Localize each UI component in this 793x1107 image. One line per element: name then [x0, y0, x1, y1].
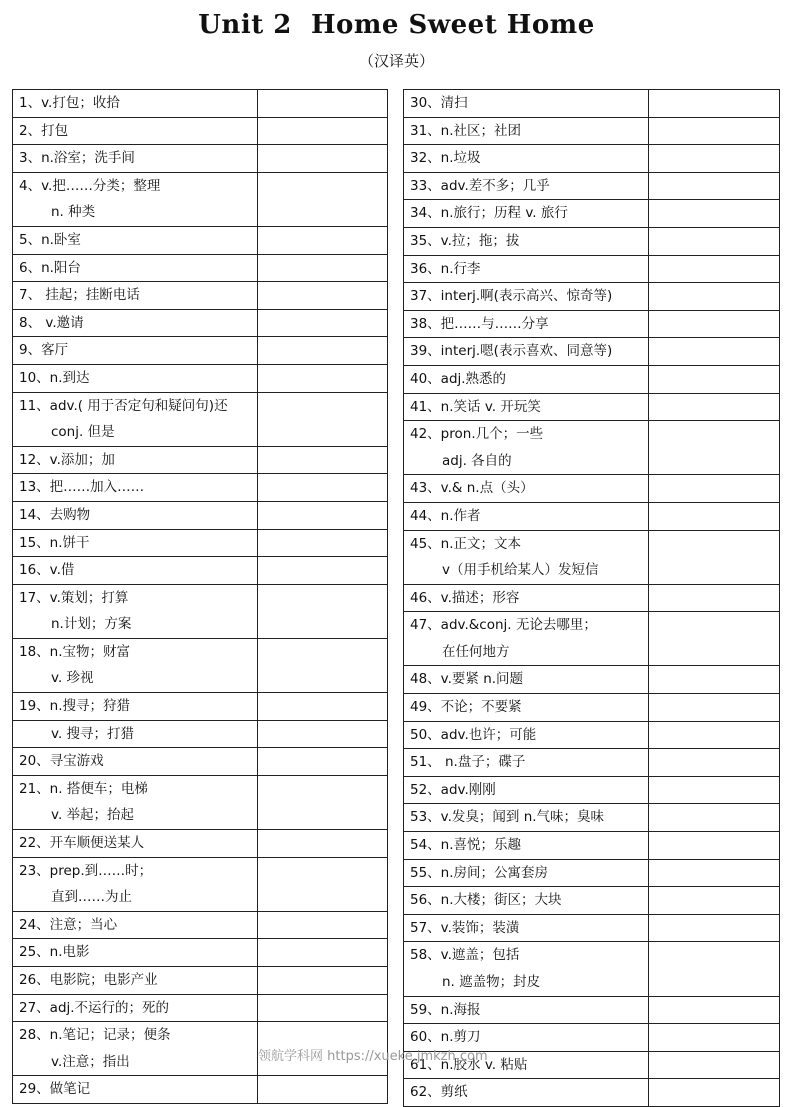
chinese-prompt-cell: [404, 393, 649, 421]
chinese-prompt-cell: [404, 749, 649, 777]
prompt-text: 2、打包: [19, 122, 69, 139]
vocab-table-right: [403, 89, 780, 1107]
prompt-text: 58、v.遮盖；包括: [410, 947, 520, 964]
prompt-text: 42、pron.几个；一些: [410, 426, 544, 443]
prompt-text: 18、n.宝物；财富: [19, 643, 131, 660]
chinese-prompt-cell: [404, 694, 649, 722]
vocab-row: [404, 117, 780, 145]
vocab-row: [13, 117, 388, 145]
answer-cell[interactable]: [258, 145, 388, 173]
answer-cell[interactable]: [649, 584, 780, 612]
answer-cell[interactable]: [258, 501, 388, 529]
chinese-prompt-cell: [404, 832, 649, 860]
vocab-row: [404, 584, 780, 612]
prompt-text: v. 举起；抬起: [51, 807, 135, 824]
vocab-row: [404, 942, 780, 996]
answer-cell[interactable]: [649, 666, 780, 694]
answer-cell[interactable]: [649, 804, 780, 832]
chinese-prompt-cell: [404, 612, 649, 666]
vocab-row: [13, 226, 388, 254]
prompt-text: 35、v.拉；拖；拔: [410, 232, 520, 249]
answer-cell[interactable]: [258, 474, 388, 502]
vocab-row: [13, 309, 388, 337]
answer-cell[interactable]: [649, 612, 780, 666]
prompt-text: 57、v.装饰；装潢: [410, 919, 520, 936]
chinese-prompt-cell: [13, 337, 258, 365]
chinese-prompt-cell: [13, 939, 258, 967]
answer-cell[interactable]: [258, 748, 388, 776]
chinese-prompt-cell: [404, 117, 649, 145]
answer-cell[interactable]: [258, 117, 388, 145]
chinese-prompt-cell: [13, 446, 258, 474]
prompt-text: 62、剪纸: [410, 1084, 468, 1101]
prompt-text: 14、去购物: [19, 506, 91, 523]
vocab-row: [13, 775, 388, 829]
prompt-text: 32、n.垃圾: [410, 150, 481, 167]
prompt-text: 25、n.电影: [19, 944, 90, 961]
vocab-row: [13, 501, 388, 529]
prompt-text: 55、n.房间；公寓套房: [410, 864, 549, 881]
vocab-row: [13, 638, 388, 692]
answer-cell[interactable]: [649, 227, 780, 255]
chinese-prompt-cell: [13, 309, 258, 337]
vocab-row: [404, 475, 780, 503]
prompt-text: adj. 各自的: [442, 452, 512, 469]
answer-cell[interactable]: [258, 282, 388, 310]
chinese-prompt-cell: [13, 557, 258, 585]
vocab-row: [404, 832, 780, 860]
answer-cell[interactable]: [258, 720, 388, 748]
chinese-prompt-cell: [404, 530, 649, 584]
vocab-row: [13, 720, 388, 748]
prompt-text: 1、v.打包；收拾: [19, 95, 120, 111]
prompt-text: 29、做笔记: [19, 1081, 91, 1098]
prompt-text: 47、adv.&conj. 无论去哪里；: [410, 617, 597, 634]
answer-cell[interactable]: [649, 338, 780, 366]
prompt-text: 23、prep.到……时；: [19, 862, 153, 879]
prompt-text: 24、注意；当心: [19, 916, 118, 933]
answer-cell[interactable]: [649, 283, 780, 311]
chinese-prompt-cell: [13, 748, 258, 776]
chinese-prompt-cell: [404, 90, 649, 118]
vocab-row: [404, 145, 780, 173]
chinese-prompt-cell: [13, 1076, 258, 1104]
prompt-text: 31、n.社区；社团: [410, 122, 522, 139]
chinese-prompt-cell: [404, 475, 649, 503]
chinese-prompt-cell: [13, 967, 258, 995]
prompt-text: 在任何地方: [442, 643, 510, 660]
vocab-row: [13, 392, 388, 446]
answer-cell[interactable]: [649, 365, 780, 393]
chinese-prompt-cell: [13, 994, 258, 1022]
answer-cell[interactable]: [258, 337, 388, 365]
chinese-prompt-cell: [13, 857, 258, 911]
answer-cell[interactable]: [258, 364, 388, 392]
vocab-row: [404, 200, 780, 228]
prompt-text: 36、n.行李: [410, 260, 481, 277]
vocab-row: [13, 994, 388, 1022]
answer-cell[interactable]: [258, 172, 388, 226]
answer-cell[interactable]: [649, 832, 780, 860]
vocab-row: [404, 283, 780, 311]
chinese-prompt-cell: [13, 254, 258, 282]
vocab-row: [404, 694, 780, 722]
vocab-row: [13, 693, 388, 721]
prompt-text: 15、n.饼干: [19, 534, 90, 551]
chinese-prompt-cell: [13, 720, 258, 748]
chinese-prompt-cell: [13, 226, 258, 254]
prompt-text: 39、interj.嗯(表示喜欢、同意等): [410, 343, 613, 360]
vocab-row: [404, 393, 780, 421]
answer-cell[interactable]: [258, 911, 388, 939]
answer-cell[interactable]: [258, 529, 388, 557]
prompt-text: 9、客厅: [19, 342, 69, 359]
chinese-prompt-cell: [404, 776, 649, 804]
vocab-row: [13, 529, 388, 557]
prompt-text: 48、v.要紧 n.问题: [410, 671, 524, 688]
prompt-text: 17、v.策划；打算: [19, 589, 129, 606]
prompt-text: 37、interj.啊(表示高兴、惊奇等): [410, 288, 613, 305]
vocab-table-right-body: [404, 90, 780, 1107]
chinese-prompt-cell: [13, 584, 258, 638]
chinese-prompt-cell: [404, 227, 649, 255]
prompt-text: 27、adj.不运行的；死的: [19, 999, 170, 1016]
chinese-prompt-cell: [13, 145, 258, 173]
vocab-table-left: [12, 89, 388, 1104]
prompt-text: 6、n.阳台: [19, 259, 81, 276]
prompt-text: 3、n.浴室；洗手间: [19, 150, 135, 167]
vocab-row: [404, 421, 780, 475]
prompt-text: v（用手机给某人）发短信: [442, 562, 599, 579]
prompt-text: 11、adv.( 用于否定句和疑问句)还: [19, 397, 228, 414]
prompt-text: 33、adv.差不多；几乎: [410, 177, 550, 194]
chinese-prompt-cell: [404, 172, 649, 200]
vocab-row: [13, 145, 388, 173]
chinese-prompt-cell: [404, 338, 649, 366]
prompt-text: conj. 但是: [51, 424, 115, 441]
prompt-text: 52、adv.刚刚: [410, 781, 496, 798]
chinese-prompt-cell: [404, 584, 649, 612]
prompt-text: 61、n.胶水 v. 粘贴: [410, 1056, 528, 1073]
chinese-prompt-cell: [13, 775, 258, 829]
chinese-prompt-cell: [13, 117, 258, 145]
answer-cell[interactable]: [649, 502, 780, 530]
answer-cell[interactable]: [649, 475, 780, 503]
answer-cell[interactable]: [649, 1079, 780, 1107]
prompt-text: v.注意；指出: [51, 1053, 130, 1070]
vocab-row: [13, 557, 388, 585]
vocab-row: [404, 365, 780, 393]
vocab-row: [404, 172, 780, 200]
answer-cell[interactable]: [258, 226, 388, 254]
vocab-row: [13, 172, 388, 226]
answer-cell[interactable]: [649, 255, 780, 283]
vocab-row: [13, 474, 388, 502]
vocab-row: [404, 721, 780, 749]
vocab-row: [404, 749, 780, 777]
prompt-text: 21、n. 搭便车；电梯: [19, 780, 148, 797]
prompt-text: 49、不论；不要紧: [410, 699, 522, 716]
chinese-prompt-cell: [13, 529, 258, 557]
answer-cell[interactable]: [649, 996, 780, 1024]
prompt-text: 43、v.& n.点（头）: [410, 480, 534, 497]
vocab-row: [13, 939, 388, 967]
answer-cell[interactable]: [258, 254, 388, 282]
prompt-text: v. 珍视: [51, 670, 94, 687]
vocab-row: [404, 227, 780, 255]
chinese-prompt-cell: [404, 200, 649, 228]
page-title: Unit 2 Home Sweet Home: [198, 10, 595, 40]
prompt-text: 4、v.把……分类；整理: [19, 177, 161, 194]
vocab-row: [13, 1076, 388, 1104]
answer-cell[interactable]: [649, 1024, 780, 1052]
chinese-prompt-cell: [13, 364, 258, 392]
chinese-prompt-cell: [404, 914, 649, 942]
prompt-text: 26、电影院；电影产业: [19, 972, 158, 988]
answer-cell[interactable]: [258, 939, 388, 967]
chinese-prompt-cell: [404, 859, 649, 887]
prompt-text: 60、n.剪刀: [410, 1029, 481, 1046]
vocab-row: [404, 804, 780, 832]
answer-cell[interactable]: [258, 392, 388, 446]
chinese-prompt-cell: [13, 282, 258, 310]
prompt-text: 40、adj.熟悉的: [410, 370, 507, 387]
vocab-row: [404, 914, 780, 942]
answer-cell[interactable]: [258, 857, 388, 911]
answer-cell[interactable]: [649, 859, 780, 887]
vocab-row: [13, 254, 388, 282]
vocab-row: [404, 502, 780, 530]
chinese-prompt-cell: [13, 90, 258, 118]
chinese-prompt-cell: [404, 145, 649, 173]
answer-cell[interactable]: [649, 749, 780, 777]
chinese-prompt-cell: [404, 283, 649, 311]
prompt-text: 12、v.添加；加: [19, 451, 115, 468]
vocab-row: [404, 1079, 780, 1107]
prompt-text: 16、v.借: [19, 562, 75, 579]
answer-cell[interactable]: [649, 887, 780, 915]
answer-cell[interactable]: [649, 942, 780, 996]
answer-cell[interactable]: [258, 557, 388, 585]
chinese-prompt-cell: [404, 255, 649, 283]
vocab-row: [13, 748, 388, 776]
vocab-row: [404, 996, 780, 1024]
answer-cell[interactable]: [649, 117, 780, 145]
answer-cell[interactable]: [649, 721, 780, 749]
prompt-text: n. 遮盖物；封皮: [442, 974, 541, 990]
vocab-row: [404, 666, 780, 694]
answer-cell[interactable]: [258, 584, 388, 638]
vocab-row: [13, 90, 388, 118]
prompt-text: 50、adv.也许；可能: [410, 726, 537, 743]
prompt-text: 13、把……加入……: [19, 479, 145, 496]
vocab-row: [13, 584, 388, 638]
chinese-prompt-cell: [404, 666, 649, 694]
prompt-text: 45、n.正文；文本: [410, 535, 522, 552]
chinese-prompt-cell: [13, 501, 258, 529]
prompt-text: 30、清扫: [410, 95, 468, 111]
answer-cell[interactable]: [649, 421, 780, 475]
answer-cell[interactable]: [258, 1076, 388, 1104]
chinese-prompt-cell: [13, 638, 258, 692]
vocab-row: [13, 364, 388, 392]
vocab-row: [404, 887, 780, 915]
chinese-prompt-cell: [404, 1079, 649, 1107]
prompt-text: 56、n.大楼；街区；大块: [410, 892, 562, 909]
answer-cell[interactable]: [649, 172, 780, 200]
chinese-prompt-cell: [404, 502, 649, 530]
prompt-text: 38、把……与……分享: [410, 315, 549, 332]
chinese-prompt-cell: [13, 474, 258, 502]
answer-cell[interactable]: [649, 200, 780, 228]
prompt-text: v. 搜寻；打猎: [51, 725, 135, 742]
chinese-prompt-cell: [404, 310, 649, 338]
answer-cell[interactable]: [258, 830, 388, 858]
answer-cell[interactable]: [258, 967, 388, 995]
page-subtitle: （汉译英）: [358, 52, 434, 70]
answer-cell[interactable]: [649, 776, 780, 804]
vocab-table-left-body: [13, 90, 388, 1104]
vocab-row: [13, 857, 388, 911]
answer-cell[interactable]: [649, 914, 780, 942]
prompt-text: 46、v.描述；形容: [410, 589, 520, 606]
prompt-text: 41、n.笑话 v. 开玩笑: [410, 398, 541, 415]
chinese-prompt-cell: [404, 804, 649, 832]
chinese-prompt-cell: [404, 942, 649, 996]
answer-cell[interactable]: [258, 446, 388, 474]
vocab-row: [404, 338, 780, 366]
answer-cell[interactable]: [649, 1051, 780, 1079]
chinese-prompt-cell: [404, 721, 649, 749]
answer-cell[interactable]: [649, 530, 780, 584]
prompt-text: 53、v.发臭；闻到 n.气味；臭味: [410, 809, 605, 826]
vocab-row: [13, 967, 388, 995]
chinese-prompt-cell: [404, 996, 649, 1024]
answer-cell[interactable]: [649, 90, 780, 118]
prompt-text: 51、 n.盘子；碟子: [410, 754, 526, 771]
answer-cell[interactable]: [649, 694, 780, 722]
prompt-text: n. 种类: [51, 204, 96, 221]
prompt-text: 59、n.海报: [410, 1001, 481, 1018]
prompt-text: 22、开车顺便送某人: [19, 835, 145, 852]
chinese-prompt-cell: [13, 911, 258, 939]
answer-cell[interactable]: [258, 90, 388, 118]
vocab-row: [404, 530, 780, 584]
prompt-text: 10、n.到达: [19, 369, 90, 386]
vocab-row: [13, 911, 388, 939]
chinese-prompt-cell: [13, 392, 258, 446]
prompt-text: 直到……为止: [51, 889, 132, 906]
chinese-prompt-cell: [404, 365, 649, 393]
prompt-text: n.计划；方案: [51, 616, 132, 633]
watermark-text: 领航学科网 https://xueke.jmkzh.com: [258, 1049, 488, 1064]
answer-cell[interactable]: [258, 994, 388, 1022]
vocab-row: [404, 90, 780, 118]
prompt-text: 7、 挂起；挂断电话: [19, 287, 140, 304]
prompt-text: 20、寻宝游戏: [19, 753, 104, 770]
chinese-prompt-cell: [404, 421, 649, 475]
answer-cell[interactable]: [258, 309, 388, 337]
vocab-row: [404, 612, 780, 666]
chinese-prompt-cell: [404, 887, 649, 915]
answer-cell[interactable]: [649, 145, 780, 173]
prompt-text: 54、n.喜悦；乐趣: [410, 837, 522, 854]
prompt-text: 8、 v.邀请: [19, 314, 84, 331]
answer-cell[interactable]: [649, 393, 780, 421]
answer-cell[interactable]: [258, 638, 388, 692]
vocab-row: [13, 446, 388, 474]
prompt-text: 44、n.作者: [410, 507, 481, 524]
vocab-row: [404, 776, 780, 804]
prompt-text: 28、n.笔记；记录；便条: [19, 1027, 171, 1044]
chinese-prompt-cell: [13, 693, 258, 721]
answer-cell[interactable]: [258, 775, 388, 829]
vocab-row: [13, 282, 388, 310]
vocab-row: [404, 255, 780, 283]
chinese-prompt-cell: [13, 830, 258, 858]
vocab-row: [404, 310, 780, 338]
vocab-row: [13, 337, 388, 365]
prompt-text: 34、n.旅行；历程 v. 旅行: [410, 205, 568, 222]
answer-cell[interactable]: [649, 310, 780, 338]
answer-cell[interactable]: [258, 693, 388, 721]
vocab-row: [13, 830, 388, 858]
prompt-text: 5、n.卧室: [19, 231, 81, 248]
chinese-prompt-cell: [13, 172, 258, 226]
vocab-row: [404, 859, 780, 887]
chinese-prompt-cell: [13, 1022, 258, 1076]
prompt-text: 19、n.搜寻；狩猎: [19, 698, 131, 715]
